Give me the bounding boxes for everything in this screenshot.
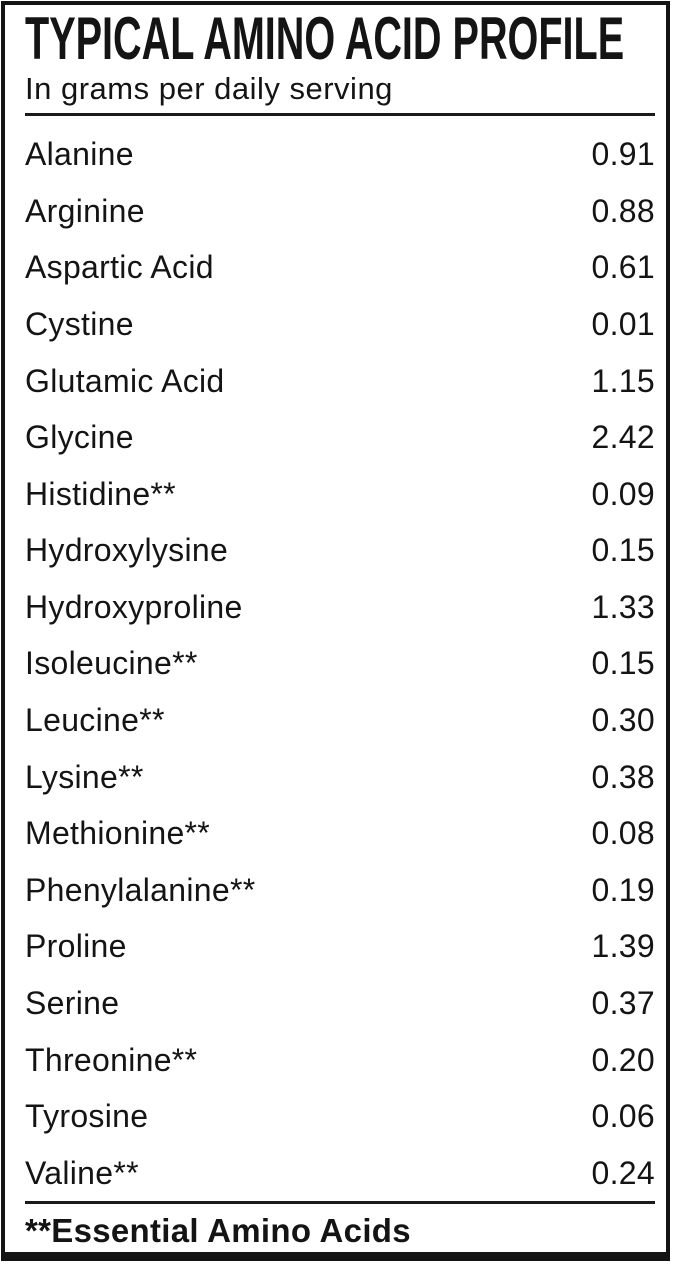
essential-amino-acids-note: **Essential Amino Acids	[25, 1212, 411, 1249]
amino-acid-table	[25, 116, 655, 1201]
amino-acid-name: Lysine**	[25, 758, 144, 795]
amino-acid-value: 0.30	[591, 702, 655, 739]
amino-acid-value: 0.15	[591, 645, 655, 682]
amino-acid-value: 2.42	[591, 419, 655, 456]
amino-acid-value: 0.38	[591, 758, 655, 795]
amino-acid-name: Hydroxylysine	[25, 532, 229, 569]
table-row	[25, 1144, 655, 1201]
table-row	[25, 692, 655, 749]
amino-acid-name: Glycine	[25, 419, 134, 456]
amino-acid-name: Arginine	[25, 192, 145, 229]
amino-acid-value: 1.15	[591, 362, 655, 399]
table-row	[25, 296, 655, 353]
amino-acid-value: 0.37	[591, 984, 655, 1021]
amino-acid-value: 0.01	[591, 306, 655, 343]
amino-acid-value: 1.39	[591, 928, 655, 965]
amino-acid-name: Valine**	[25, 1154, 139, 1191]
amino-acid-name: Glutamic Acid	[25, 362, 225, 399]
amino-acid-value: 0.61	[591, 249, 655, 286]
table-row	[25, 239, 655, 296]
amino-acid-name: Threonine**	[25, 1041, 198, 1078]
page-title	[25, 5, 655, 72]
table-row	[25, 862, 655, 919]
table-row	[25, 352, 655, 409]
table-row	[25, 635, 655, 692]
amino-acid-value: 0.09	[591, 475, 655, 512]
amino-acid-name: Leucine**	[25, 702, 165, 739]
page-title-text: TYPICAL AMINO ACID PROFILE	[25, 5, 625, 72]
amino-acid-value: 0.19	[591, 871, 655, 908]
table-row	[25, 409, 655, 466]
amino-acid-name: Aspartic Acid	[25, 249, 214, 286]
amino-acid-name: Serine	[25, 984, 120, 1021]
table-row	[25, 748, 655, 805]
amino-acid-value: 0.91	[591, 136, 655, 173]
amino-acid-name: Isoleucine**	[25, 645, 198, 682]
amino-acid-name: Cystine	[25, 306, 134, 343]
table-row	[25, 1031, 655, 1088]
subtitle: In grams per daily serving	[25, 71, 393, 106]
table-row	[25, 918, 655, 975]
amino-acid-value: 0.08	[591, 815, 655, 852]
table-row	[25, 183, 655, 240]
amino-acid-value: 1.33	[591, 588, 655, 625]
table-row	[25, 805, 655, 862]
amino-acid-value: 0.15	[591, 532, 655, 569]
amino-acid-name: Proline	[25, 928, 127, 965]
amino-acid-name: Tyrosine	[25, 1098, 149, 1135]
amino-acid-value: 0.06	[591, 1098, 655, 1135]
table-row	[25, 579, 655, 636]
amino-acid-profile-card	[1, 1, 670, 1261]
amino-acid-value: 0.88	[591, 192, 655, 229]
amino-acid-value: 0.20	[591, 1041, 655, 1078]
table-row	[25, 1088, 655, 1145]
amino-acid-value: 0.24	[591, 1154, 655, 1191]
amino-acid-name: Hydroxyproline	[25, 588, 243, 625]
table-row	[25, 975, 655, 1032]
divider-bottom	[25, 1201, 655, 1204]
table-row	[25, 465, 655, 522]
amino-acid-name: Histidine**	[25, 475, 176, 512]
amino-acid-name: Alanine	[25, 136, 134, 173]
amino-acid-name: Methionine**	[25, 815, 211, 852]
table-row	[25, 522, 655, 579]
amino-acid-name: Phenylalanine**	[25, 871, 256, 908]
table-row	[25, 126, 655, 183]
